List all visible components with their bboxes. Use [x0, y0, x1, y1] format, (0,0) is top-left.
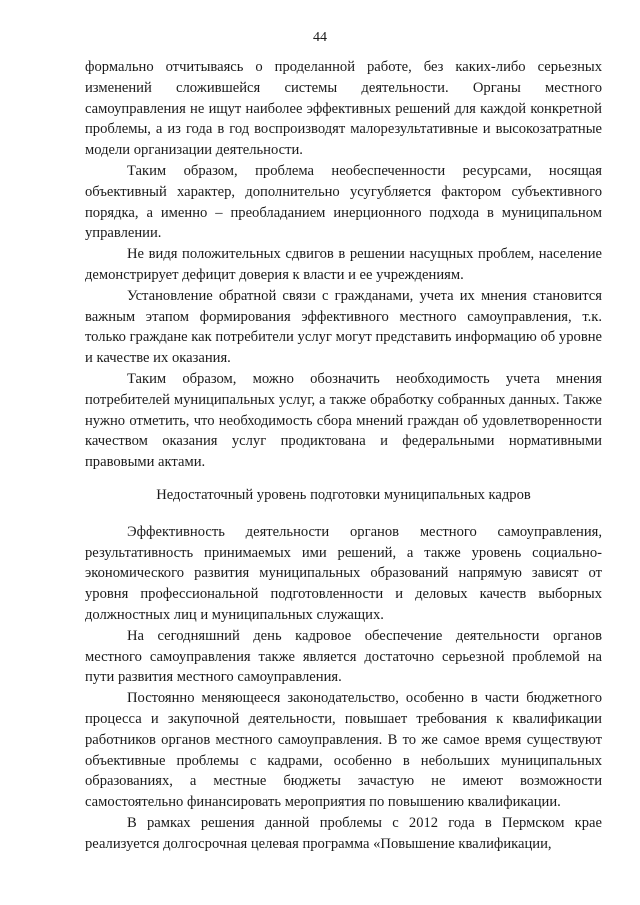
paragraph: На сегодняшний день кадровое обеспечение деятельности органов местного самоуправления также является достаточно серьезной проблемой на пути развития местного самоуправления.	[85, 627, 602, 686]
paragraph: Эффективность деятельности органов местного самоуправления, результативность принимаемых ими решений, а также уровень социально-экономического развития муниципальных образований напрямую зависят от уровня профессиональной подготовленности и деловых качеств выборных должностных лиц и муниципальных служащих.	[85, 523, 602, 623]
paragraph: Таким образом, проблема необеспеченности ресурсами, носящая объективный характер, дополнительно усугубляется фактором субъективного порядка, а именно – преобладанием инерционного подхода в муниципальном управлении.	[85, 162, 602, 242]
paragraph: Установление обратной связи с гражданами, учета их мнения становится важным этапом формирования эффективного местного самоуправления, т.к. только граждане как потребители услуг могут представить информацию об уровне и качестве их оказания.	[85, 287, 602, 367]
paragraph: формально отчитываясь о проделанной работе, без каких-либо серьезных изменений сложившейся системы деятельности. Органы местного самоуправления не ищут наиболее эффективных решений для каждой конкретной проблемы, а из года в год воспроизводят малорезультативные и высокозатратные модели организации деятельности.	[85, 59, 602, 159]
paragraph: Таким образом, можно обозначить необходимость учета мнения потребителей муниципальных услуг, а также обработку собранных данных. Также нужно отметить, что необходимость сбора мнений граждан об удовлетворенности качеством оказания услуг продиктована и федеральными нормативными правовыми актами.	[85, 370, 602, 471]
paragraph: Постоянно меняющееся законодательство, особенно в части бюджетного процесса и закупочной деятельности, повышает требования к квалификации работников органов местного самоуправления. В то же самое время существуют объективные проблемы с кадрами, особенно в небольших муниципальных образованиях, а местные бюджеты зачастую не имеют возможности самостоятельно финансировать мероприятия по повышению квалификации.	[85, 690, 602, 811]
page-number: 44	[313, 30, 327, 45]
section-heading: Недостаточный уровень подготовки муниципальных кадров	[156, 486, 531, 503]
document-body	[85, 57, 602, 854]
paragraph: Не видя положительных сдвигов в решении насущных проблем, население демонстрирует дефицит доверия к власти и ее учреждениям.	[85, 246, 602, 283]
paragraph: В рамках решения данной проблемы с 2012 года в Пермском крае реализуется долгосрочная целевая программа «Повышение квалификации,	[85, 814, 602, 852]
